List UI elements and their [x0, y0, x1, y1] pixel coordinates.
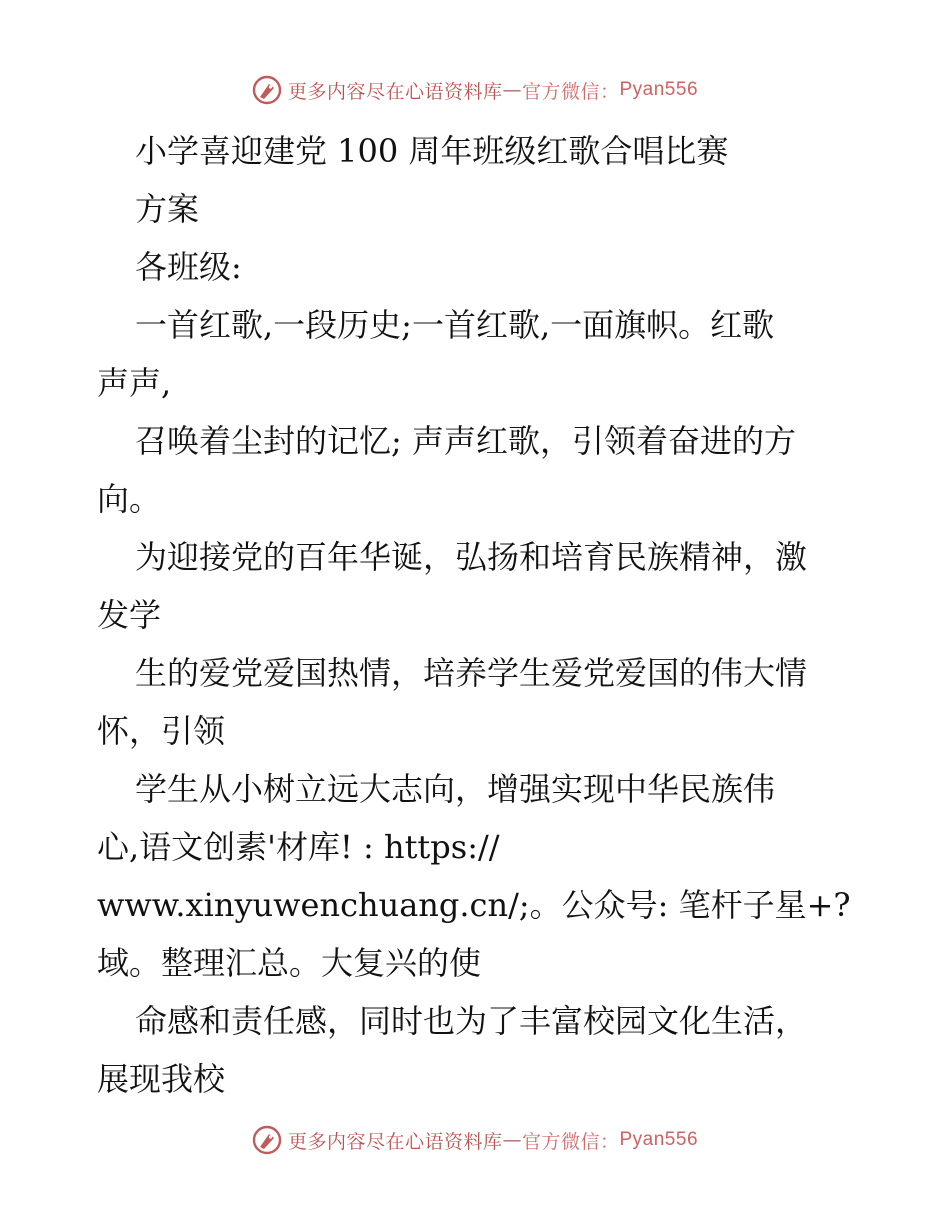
- document-body: [97, 122, 867, 1108]
- watermark-wechat-label: 官方微信：: [521, 1130, 620, 1153]
- doc-paragraph-line: 生的爱党爱国热情，培养学生爱党爱国的伟大情: [135, 654, 808, 692]
- header-watermark: [0, 70, 950, 110]
- watermark-main-text: 更多内容尽在心语资料库: [287, 80, 503, 103]
- pen-nib-logo-icon: [252, 1125, 282, 1155]
- doc-paragraph-line: 展现我校: [97, 1060, 226, 1098]
- doc-salutation: 各班级:: [135, 248, 242, 286]
- doc-paragraph-line: 心,语文创素'材库! : https://: [97, 828, 500, 866]
- doc-paragraph-line: www.xinyuwenchuang.cn/;。公众号: 笔杆子星+?: [97, 886, 851, 924]
- doc-paragraph-line: 发学: [97, 596, 162, 634]
- doc-paragraph-line: 一首红歌,一段历史;一首红歌,一面旗帜。红歌: [135, 306, 775, 344]
- doc-paragraph-line: 域。整理汇总。大复兴的使: [97, 944, 482, 982]
- watermark-wechat-label: 官方微信：: [521, 80, 620, 103]
- footer-watermark: [0, 1120, 950, 1160]
- doc-paragraph-line: 学生从小树立远大志向，增强实现中华民族伟: [135, 770, 776, 808]
- watermark-wechat-id: Pyan556: [619, 1129, 699, 1150]
- doc-title-line-1: 小学喜迎建党 100 周年班级红歌合唱比赛: [135, 132, 729, 170]
- doc-paragraph-line: 声声,: [97, 364, 172, 402]
- watermark-separator: —: [502, 1129, 522, 1151]
- doc-paragraph-line: 向。: [97, 480, 162, 518]
- doc-title-line-2: 方案: [135, 190, 200, 228]
- pen-nib-logo-icon: [252, 75, 282, 105]
- watermark-main-text: 更多内容尽在心语资料库: [287, 1130, 503, 1153]
- doc-paragraph-line: 为迎接党的百年华诞，弘扬和培育民族精神，激: [135, 538, 808, 576]
- doc-paragraph-line: 召唤着尘封的记忆; 声声红歌，引领着奋进的方: [135, 422, 796, 460]
- watermark-separator: —: [502, 79, 522, 101]
- watermark-wechat-id: Pyan556: [619, 79, 699, 100]
- doc-paragraph-line: 怀，引领: [97, 712, 226, 750]
- doc-paragraph-line: 命感和责任感，同时也为了丰富校园文化生活，: [135, 1002, 808, 1040]
